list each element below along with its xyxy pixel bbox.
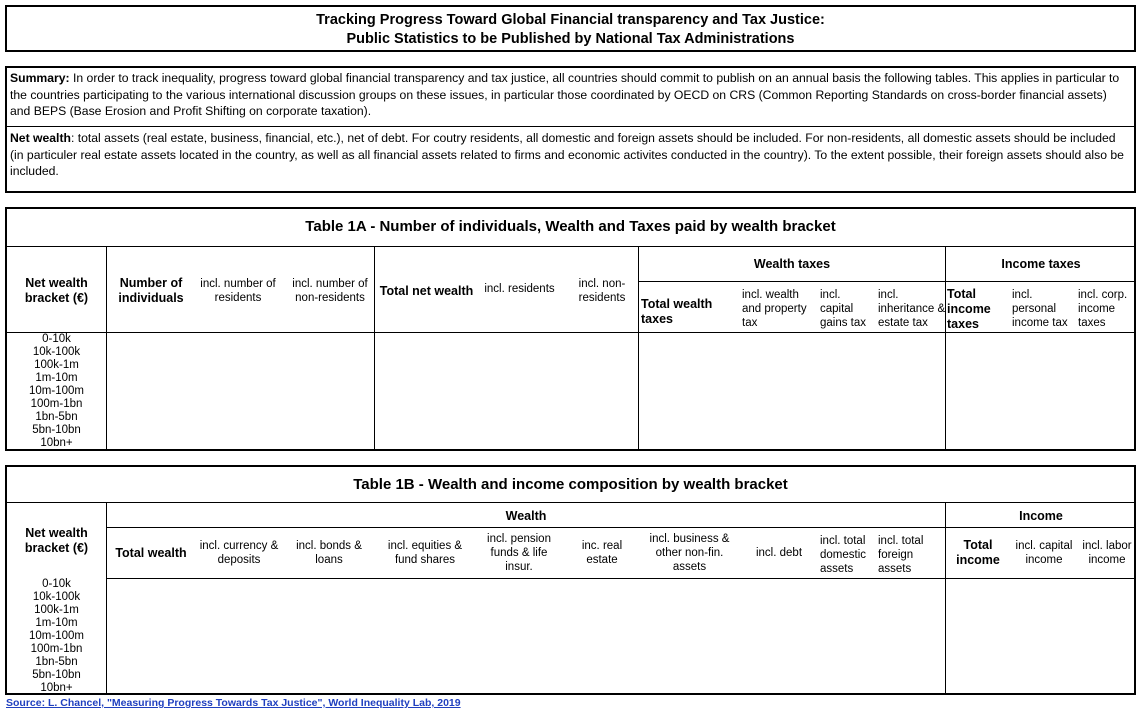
col-incl-inheritance-tax: incl. inheritance & estate tax [878,289,946,329]
bracket-label: 10bn+ [40,682,73,694]
bracket-label: 1m-10m [35,372,78,384]
table-1b [5,465,1136,695]
col-total-income: Total income [956,538,1000,567]
col-total-income-taxes: Total income taxes [947,286,991,331]
bracket-label: 1bn-5bn [35,411,78,423]
summary-divider [7,126,1134,127]
col-total-net-wealth: Total net wealth [379,283,474,298]
group-wealth-taxes: Wealth taxes [753,256,831,271]
col-total-wealth-taxes: Total wealth taxes [641,297,713,326]
bracket-list [7,578,106,695]
col-incl-business-assets: incl. business & other non-fin. assets [649,533,730,573]
bracket-label: 10m-100m [29,630,84,642]
col-incl-equities-fund-shares: incl. equities & fund shares [387,540,463,566]
summary-box [5,66,1136,193]
bracket-header: Net wealth bracket (€) [24,526,89,555]
col-incl-nonresidents: incl. non-residents [578,278,626,304]
table-1b-col-divider [106,502,107,693]
col-incl-wealth-property-tax: incl. wealth and property tax [742,289,807,329]
bracket-label: 0-10k [42,333,71,345]
bracket-label: 10k-100k [32,591,81,603]
col-incl-debt: incl. debt [755,547,803,559]
col-incl-currency-deposits: incl. currency & deposits [199,540,279,566]
bracket-label: 100m-1bn [30,643,83,655]
bracket-label: 0-10k [42,578,71,590]
group-income: Income [1019,508,1063,523]
table-1a-title: Table 1A - Number of individuals, Wealth and Taxes paid by wealth bracket [305,218,836,235]
bracket-label: 10bn+ [40,437,73,449]
table-1a-group-divider [639,281,1136,282]
col-incl-capital-income: incl. capital income [1015,540,1073,566]
table-1b-group-divider [106,527,1134,528]
col-incl-total-domestic-assets: incl. total domestic assets [820,535,867,575]
col-incl-personal-income-tax: incl. personal income tax [1012,289,1068,329]
col-incl-total-foreign-assets: incl. total foreign assets [878,535,924,575]
net-wealth-label: Net wealth [10,131,71,145]
net-wealth-definition [10,130,1130,180]
col-incl-corp-income-taxes: incl. corp. income taxes [1078,289,1128,329]
document-title [5,5,1136,52]
table-1a-title-divider [7,246,1134,247]
group-income-taxes: Income taxes [1001,256,1081,271]
col-incl-pension-life-insurance: incl. pension funds & life insur. [487,533,551,573]
table-1a-col-divider [106,246,107,449]
bracket-label: 10k-100k [32,346,81,358]
bracket-header: Net wealth bracket (€) [24,276,89,305]
bracket-label: 5bn-10bn [32,669,81,681]
title-line-2: Public Statistics to be Published by National Tax Administrations [346,31,795,47]
bracket-label: 100m-1bn [30,398,83,410]
table-1a-col-divider [374,246,375,449]
bracket-label: 1bn-5bn [35,656,78,668]
net-wealth-text: : total assets (real estate, business, financial, etc.), net of debt. For coutry residents, all domestic and foreign assets should be included. For non-residents, all domestic assets should be included (in particuler real estate assets located in the country, as well as all financial assets related to firms and economic activites conducted in the country). To the extent possible, their foreign assets should also be included. [10,131,1124,178]
col-incl-bonds-loans: incl. bonds & loans [296,540,362,566]
table-1b-col-divider [945,502,946,693]
col-inc-real-estate: inc. real estate [581,540,623,566]
table-1a [5,207,1136,451]
summary-paragraph [10,70,1130,120]
summary-label: Summary: [10,71,70,85]
bracket-label: 100k-1m [34,604,79,616]
summary-text: In order to track inequality, progress toward global financial transparency and tax justice, all countries should commit to publish on an annual basis the following tables. This applies in particular to the countries participating to the various international discussion groups on these issues, in particular those coordinated by OECD on CRS (Common Reporting Standards on cross-border financial assets) and BEPS (Base Erosion and Profit Shifting on corporate taxation). [10,71,1120,118]
col-incl-nonresidents-number: incl. number of non-residents [292,278,368,304]
col-incl-capital-gains-tax: incl. capital gains tax [820,289,867,329]
group-wealth: Wealth [505,508,547,523]
bracket-label: 10m-100m [29,385,84,397]
source-link[interactable]: Source: L. Chancel, "Measuring Progress Towards Tax Justice", World Inequality Lab, 2019 [6,697,461,709]
bracket-label: 5bn-10bn [32,424,81,436]
table-1b-header-divider [106,578,1134,579]
bracket-label: 100k-1m [34,359,79,371]
col-incl-residents: incl. residents [484,283,555,295]
col-number-of-individuals: Number of individuals [118,276,184,305]
col-incl-labor-income: incl. labor income [1082,540,1132,566]
col-total-wealth: Total wealth [115,545,187,560]
table-1b-title: Table 1B - Wealth and income composition by wealth bracket [353,476,788,493]
title-line-1: Tracking Progress Toward Global Financial transparency and Tax Justice: [316,12,825,28]
col-incl-residents-number: incl. number of residents [200,278,276,304]
bracket-label: 1m-10m [35,617,78,629]
bracket-list [7,333,106,450]
table-1b-title-divider [7,502,1134,503]
